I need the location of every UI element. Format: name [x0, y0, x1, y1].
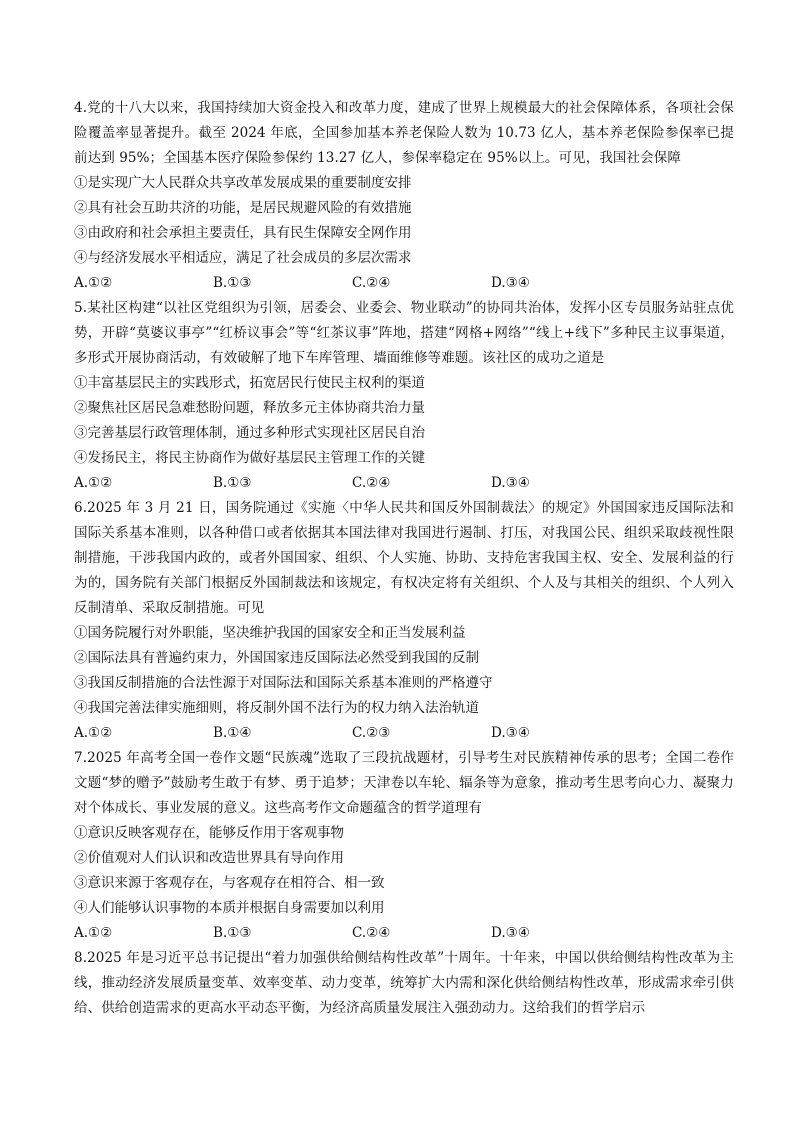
option-1: ①国务院履行对外职能，坚决维护我国的国家安全和正当发展利益 — [74, 625, 466, 641]
question-4 — [74, 96, 734, 296]
choice-c: C.②④ — [352, 275, 391, 291]
question-5 — [74, 296, 734, 496]
option-4: ④我国完善法律实施细则，将反制外国不法行为的权力纳入法治轨道 — [74, 700, 479, 716]
option-4: ④人们能够认识事物的本质并根据自身需要加以利用 — [74, 900, 385, 916]
choice-a: A.①② — [74, 925, 113, 941]
option-4: ④发扬民主，将民主协商作为做好基层民主管理工作的关键 — [74, 450, 425, 466]
choice-d: D.③④ — [491, 725, 530, 741]
question-stem: 6.2025 年 3 月 21 日，国务院通过《实施〈中华人民共和国反外国制裁法〉的规定》外国国家违反国际法和国际关系基本准则，以各种借口或者依据其本国法律对我国进行遏制、打压，对我国公民、组织采取歧视性限制措施，干涉我国内政的，或者外国国家、组织、个人实施、协助、支持危害我国主权、安全、发展利益的行为的，国务院有关部门根据反外国制裁法和该规定，有权决定将有关组织、个人及与其相关的组织、个人列入反制清单、采取反制措施。可见 — [74, 500, 734, 616]
choice-b: B.①④ — [213, 725, 252, 741]
option-1: ①丰富基层民主的实践形式，拓宽居民行使民主权利的渠道 — [74, 375, 425, 391]
question-stem: 5.某社区构建“以社区党组织为引领，居委会、业委会、物业联动”的协同共治体，发挥小区专员服务站驻点优势，开辟“莫婆议事亭”“红桥议事会”等“红茶议事”阵地，搭建“网格+网络”“线上+线下”多种民主议事渠道，多形式开展协商活动，有效破解了地下车库管理、墙面维修等难题。该社区的成功之道是 — [74, 300, 734, 366]
choice-d: D.③④ — [491, 925, 530, 941]
answer-choices — [74, 271, 734, 296]
choice-b: B.①③ — [213, 925, 252, 941]
option-3: ③完善基层行政管理体制，通过多种形式实现社区居民自治 — [74, 425, 425, 441]
choice-a: A.①② — [74, 475, 113, 491]
exam-page — [74, 96, 734, 1021]
choice-a: A.①② — [74, 725, 113, 741]
option-2: ②价值观对人们认识和改造世界具有导向作用 — [74, 850, 344, 866]
option-2: ②具有社会互助共济的功能，是居民规避风险的有效措施 — [74, 200, 412, 216]
question-7 — [74, 746, 734, 946]
option-1: ①是实现广大人民群众共享改革发展成果的重要制度安排 — [74, 175, 412, 191]
choice-c: C.②④ — [352, 475, 391, 491]
question-6 — [74, 496, 734, 746]
option-3: ③意识来源于客观存在，与客观存在相符合、相一致 — [74, 875, 385, 891]
choice-c: C.②④ — [352, 925, 391, 941]
option-2: ②国际法具有普遍约束力，外国国家违反国际法必然受到我国的反制 — [74, 650, 479, 666]
option-4: ④与经济发展水平相适应，满足了社会成员的多层次需求 — [74, 250, 412, 266]
question-stem: 8.2025 年是习近平总书记提出“着力加强供给侧结构性改革”十周年。十年来，中国以供给侧结构性改革为主线，推动经济发展质量变革、效率变革、动力变革，统筹扩大内需和深化供给侧结构性改革，形成需求牵引供给、供给创造需求的更高水平动态平衡，为经济高质量发展注入强劲动力。这给我们的哲学启示 — [74, 950, 734, 1016]
choice-b: B.①③ — [213, 275, 252, 291]
answer-choices — [74, 471, 734, 496]
choice-a: A.①② — [74, 275, 113, 291]
option-3: ③由政府和社会承担主要责任，具有民生保障安全网作用 — [74, 225, 412, 241]
choice-d: D.③④ — [491, 275, 530, 291]
choice-b: B.①③ — [213, 475, 252, 491]
option-1: ①意识反映客观存在，能够反作用于客观事物 — [74, 825, 344, 841]
choice-d: D.③④ — [491, 475, 530, 491]
answer-choices — [74, 921, 734, 946]
question-stem: 7.2025 年高考全国一卷作文题“民族魂”选取了三段抗战题材，引导考生对民族精神传承的思考；全国二卷作文题“梦的赠予”鼓励考生敢于有梦、勇于追梦；天津卷以车轮、辐条等为意象，推动考生思考向心力、凝聚力对个体成长、事业发展的意义。这些高考作文命题蕴含的哲学道理有 — [74, 750, 734, 816]
option-2: ②聚焦社区居民急难愁盼问题，释放多元主体协商共治力量 — [74, 400, 425, 416]
choice-c: C.②③ — [352, 725, 391, 741]
question-stem: 4.党的十八大以来，我国持续加大资金投入和改革力度，建成了世界上规模最大的社会保障体系，各项社会保险覆盖率显著提升。截至 2024 年底，全国参加基本养老保险人数为 10.73 亿人，基本养老保险参保率已提前达到 95%；全国基本医疗保险参保约 13.27 亿人，参保率稳定在 95%以上。可见，我国社会保障 — [74, 100, 734, 166]
question-8 — [74, 946, 734, 1021]
option-3: ③我国反制措施的合法性源于对国际法和国际关系基本准则的严格遵守 — [74, 675, 493, 691]
answer-choices — [74, 721, 734, 746]
